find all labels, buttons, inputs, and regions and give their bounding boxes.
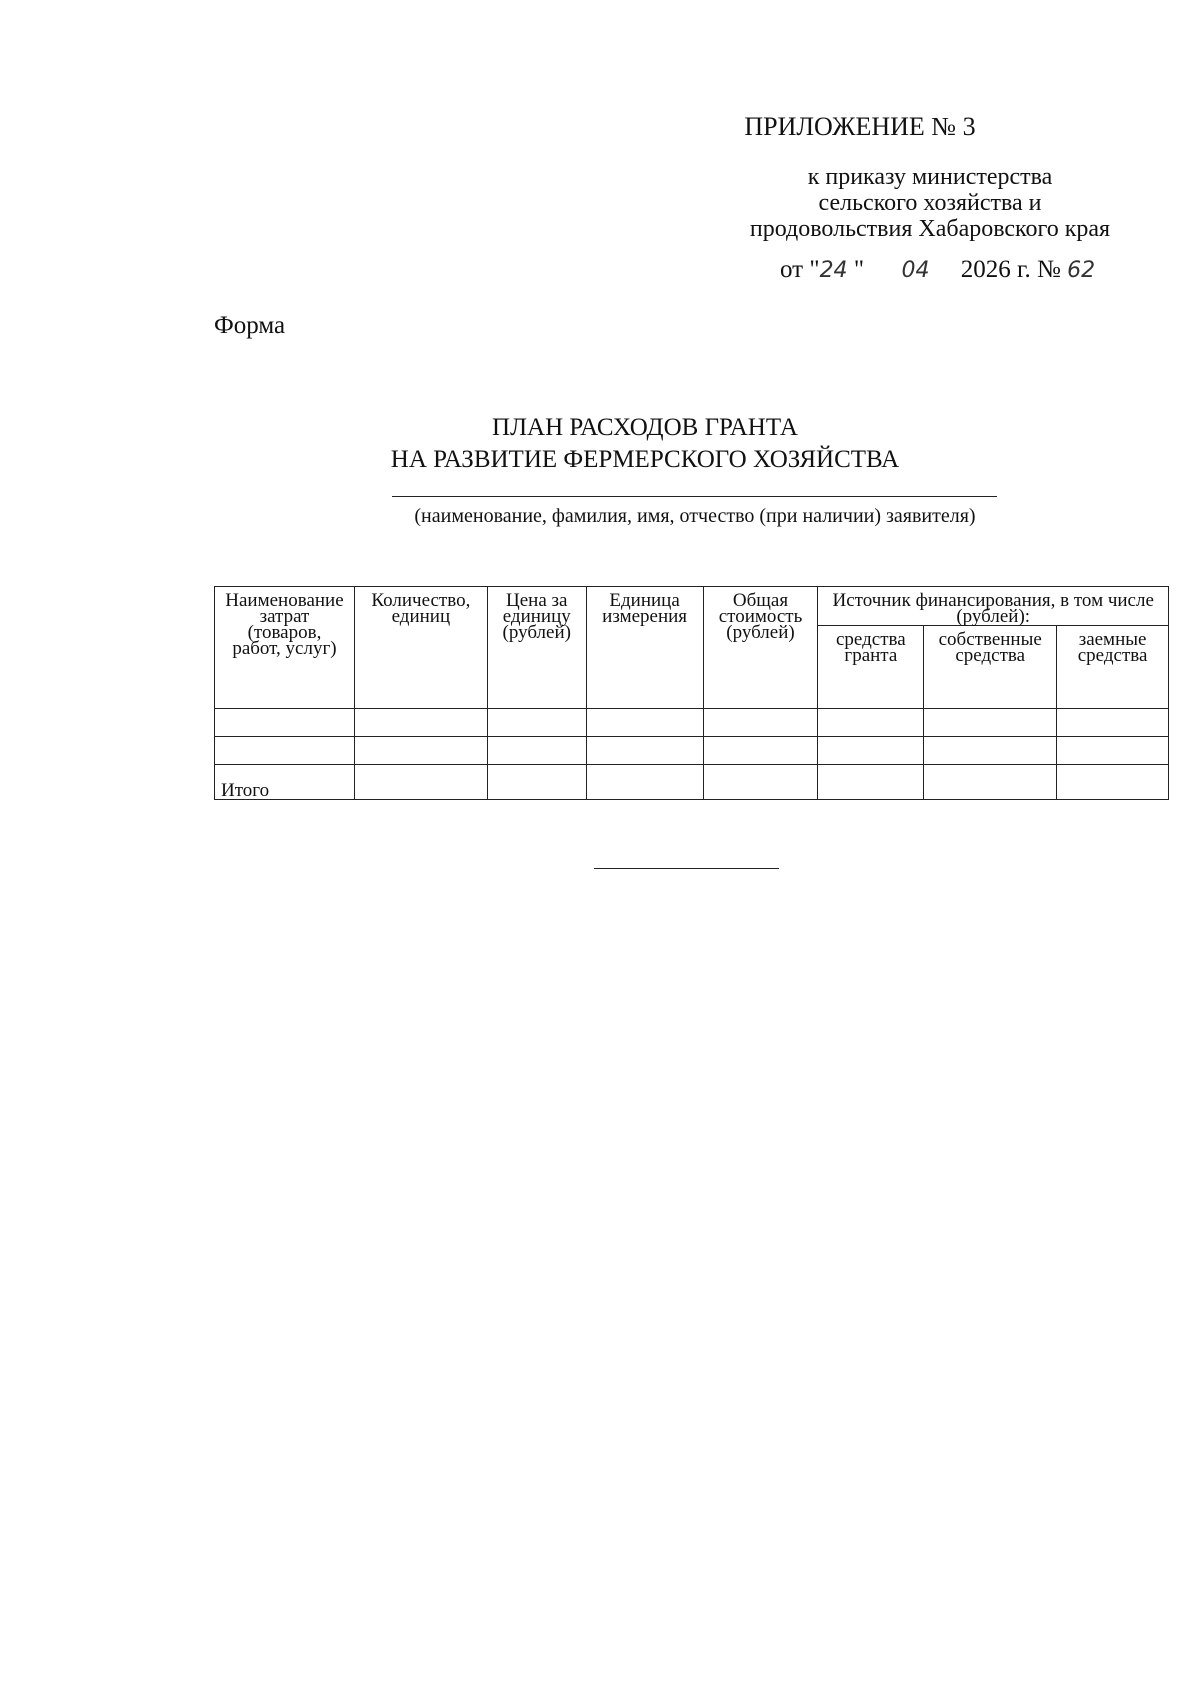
header-quantity: Количество, единиц <box>354 587 487 709</box>
applicant-name-line <box>392 496 997 497</box>
header-cost-name: Наименование затрат (товаров, работ, услуг) <box>215 587 355 709</box>
applicant-caption: (наименование, фамилия, имя, отчество (при наличии) заявителя) <box>414 505 976 527</box>
appendix-title: ПРИЛОЖЕНИЕ № 3 <box>744 112 976 141</box>
table-cell <box>586 737 703 765</box>
table-cell <box>586 765 703 800</box>
title-line-1: ПЛАН РАСХОДОВ ГРАНТА <box>492 414 798 441</box>
table-row <box>215 737 1169 765</box>
title-line-2: НА РАЗВИТИЕ ФЕРМЕРСКОГО ХОЗЯЙСТВА <box>390 446 900 473</box>
total-row <box>215 765 1169 800</box>
table-row <box>215 709 1169 737</box>
table-cell <box>924 765 1057 800</box>
table-cell <box>487 709 586 737</box>
order-line-1: к приказу министерства <box>807 164 1053 190</box>
table-cell <box>818 709 924 737</box>
table-cell <box>215 709 355 737</box>
total-label: Итого <box>215 765 355 800</box>
header-grant-funds: средства гранта <box>818 626 924 709</box>
document-title <box>300 412 990 476</box>
order-line-2: сельского хозяйства и <box>818 190 1042 216</box>
header-own-funds: собственные средства <box>924 626 1057 709</box>
table-cell <box>215 737 355 765</box>
header-funding-sources: Источник финансирования, в том числе (рублей): <box>818 587 1169 626</box>
date-prefix: от " <box>780 256 820 283</box>
table-cell <box>924 709 1057 737</box>
table-cell <box>703 737 818 765</box>
table-cell <box>487 737 586 765</box>
table-cell <box>354 737 487 765</box>
table-cell <box>818 765 924 800</box>
date-day: 24 <box>819 258 848 283</box>
header-total-cost: Общая стоимость (рублей) <box>703 587 818 709</box>
closing-rule <box>594 868 779 869</box>
order-date-line <box>780 256 1095 284</box>
table-cell <box>1057 709 1169 737</box>
date-year: 2026 г. № <box>960 256 1061 283</box>
table-cell <box>354 765 487 800</box>
table-cell <box>703 709 818 737</box>
table-cell <box>1057 765 1169 800</box>
table-cell <box>1057 737 1169 765</box>
header-unit: Единица измерения <box>586 587 703 709</box>
table-cell <box>924 737 1057 765</box>
order-number: 62 <box>1067 258 1096 283</box>
order-line-3: продовольствия Хабаровского края <box>749 216 1111 242</box>
table-cell <box>703 765 818 800</box>
table-cell <box>487 765 586 800</box>
header-unit-price: Цена за единицу (рублей) <box>487 587 586 709</box>
date-quote-close: " <box>847 256 865 283</box>
date-month: 04 <box>901 258 930 283</box>
table-header-row <box>215 587 1169 626</box>
table-cell <box>586 709 703 737</box>
header-loan-funds: заемные средства <box>1057 626 1169 709</box>
table-cell <box>354 709 487 737</box>
table-cell <box>818 737 924 765</box>
expense-plan-table <box>214 586 1169 800</box>
order-reference <box>700 164 1160 242</box>
form-label: Форма <box>214 312 286 339</box>
